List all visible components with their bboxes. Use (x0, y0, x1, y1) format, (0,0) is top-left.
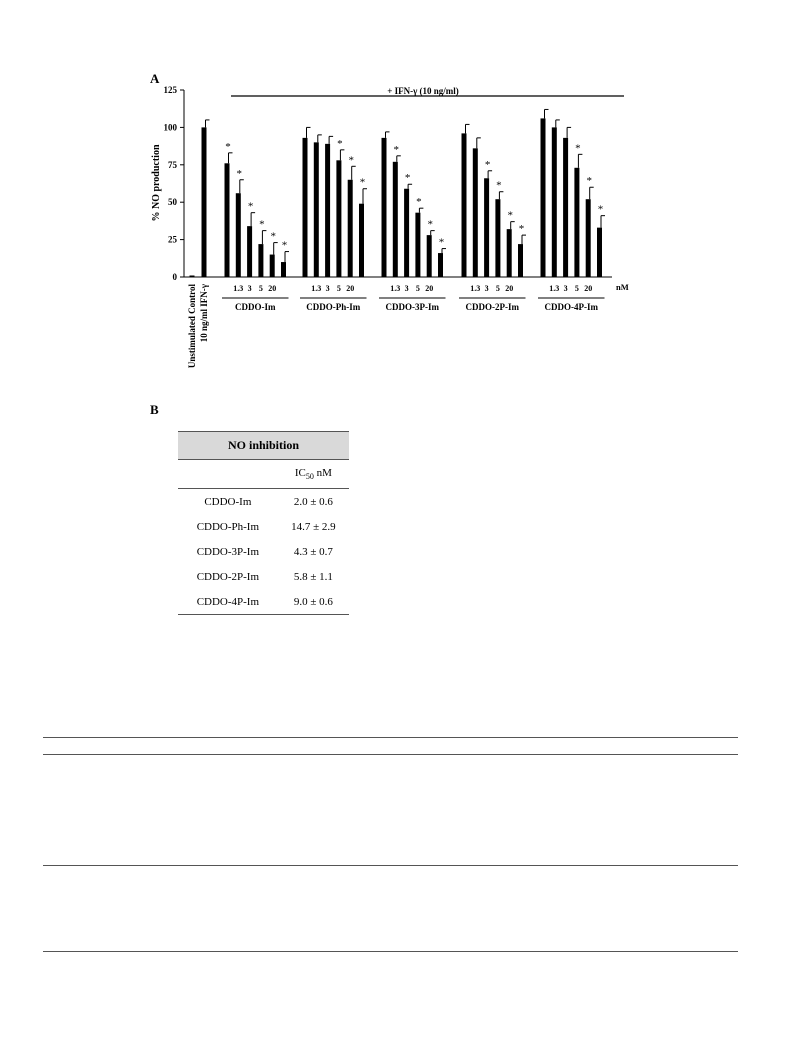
y-tick-label: 0 (172, 272, 177, 282)
table-row (178, 564, 349, 589)
bar (236, 193, 241, 277)
ic50-unit: nM (313, 466, 332, 479)
significance-marker: * (236, 167, 243, 180)
table-row (178, 514, 349, 539)
bar (552, 127, 557, 277)
y-tick-label: 100 (163, 122, 177, 133)
bar (258, 244, 263, 277)
significance-marker: * (404, 172, 411, 185)
table-header-ic50 (278, 460, 349, 489)
bar (518, 244, 523, 277)
dose-label: 20 (584, 284, 593, 293)
bar (336, 160, 341, 277)
bar (225, 163, 230, 277)
table-cell-ic50: 4.3 ± 0.7 (293, 545, 333, 558)
significance-marker: * (586, 175, 592, 188)
unit-label: nM (616, 282, 629, 292)
significance-marker: * (597, 203, 604, 216)
ic50-main: IC (294, 466, 306, 479)
group-label: CDDO-2P-Im (465, 302, 519, 312)
group-label: CDDO-3P-Im (385, 302, 439, 312)
table-header-compound (178, 460, 278, 489)
bar (314, 142, 319, 277)
dose-label: 5 (495, 284, 500, 293)
divider-line (43, 737, 738, 738)
dose-label: 1.3 (470, 284, 481, 293)
significance-marker: * (337, 137, 343, 150)
group-label: CDDO-Ph-Im (306, 302, 361, 312)
bar (495, 199, 500, 277)
bar (348, 180, 353, 277)
bar (303, 138, 308, 277)
group-label: CDDO-4P-Im (544, 302, 598, 312)
significance-marker: * (281, 239, 288, 252)
dose-label: 20 (346, 284, 355, 293)
dose-label: 3 (484, 284, 489, 293)
significance-marker: * (575, 142, 581, 155)
no-production-bar-chart (0, 0, 793, 400)
significance-marker: * (348, 154, 354, 167)
table-row (178, 589, 349, 615)
table-cell-compound: CDDO-3P-Im (196, 545, 260, 558)
bar (270, 255, 275, 277)
bar (597, 228, 602, 277)
table-cell-compound: CDDO-Ph-Im (196, 520, 260, 533)
bar (574, 168, 579, 277)
bar (507, 229, 512, 277)
control-label: 10 ng/ml IFN-γ (199, 284, 209, 343)
table-cell-ic50: 2.0 ± 0.6 (293, 495, 333, 508)
y-axis-title: % NO production (151, 144, 162, 222)
y-tick-label: 125 (163, 85, 177, 95)
table-title: NO inhibition (178, 432, 349, 460)
significance-marker: * (259, 218, 265, 231)
significance-marker: * (359, 176, 366, 189)
control-label: Unstimulated Control (187, 284, 197, 369)
dose-label: 1.3 (390, 284, 401, 293)
table-cell-ic50: 5.8 ± 1.1 (293, 570, 333, 583)
treatment-label: + IFN-γ (10 ng/ml) (387, 86, 459, 96)
significance-marker: * (393, 143, 400, 156)
table-cell-ic50: 14.7 ± 2.9 (291, 520, 336, 533)
bar (404, 189, 409, 277)
dose-label: 20 (425, 284, 434, 293)
panel-a-label: A (150, 71, 160, 86)
significance-marker: * (427, 218, 433, 231)
bar (563, 138, 568, 277)
bar (473, 148, 478, 277)
dose-label: 20 (268, 284, 277, 293)
y-tick-label: 75 (168, 159, 177, 170)
group-label: CDDO-Im (235, 302, 276, 312)
panel-b-label: B (150, 402, 159, 417)
significance-marker: * (438, 236, 445, 249)
dose-label: 3 (247, 284, 252, 293)
y-tick-label: 50 (168, 197, 177, 208)
bar (462, 133, 467, 277)
table-cell-ic50: 9.0 ± 0.6 (278, 589, 349, 615)
significance-marker: * (416, 196, 422, 209)
bar (190, 276, 195, 277)
table-row (178, 539, 349, 564)
dose-label: 3 (325, 284, 330, 293)
bar (202, 127, 207, 277)
bar (586, 199, 591, 277)
divider-line (43, 754, 738, 755)
dose-label: 3 (563, 284, 568, 293)
significance-marker: * (496, 179, 502, 192)
bar (325, 144, 330, 277)
dose-label: 5 (415, 284, 420, 293)
dose-label: 1.3 (549, 284, 560, 293)
dose-label: 5 (336, 284, 341, 293)
table-cell-compound: CDDO-4P-Im (178, 589, 278, 615)
bar (438, 253, 443, 277)
bar (427, 235, 432, 277)
bar (484, 178, 489, 277)
dose-label: 3 (404, 284, 409, 293)
ic50-subscript: 50 (305, 472, 314, 482)
divider-line (43, 865, 738, 866)
bar (541, 118, 546, 277)
dose-label: 5 (574, 284, 579, 293)
bar (281, 262, 286, 277)
significance-marker: * (270, 230, 276, 243)
bar (393, 162, 398, 277)
significance-marker: * (247, 200, 254, 213)
y-tick-label: 25 (168, 234, 177, 245)
dose-label: 20 (505, 284, 514, 293)
table-cell-compound: CDDO-Im (204, 495, 252, 508)
dose-label: 1.3 (311, 284, 322, 293)
significance-marker: * (507, 209, 513, 222)
dose-label: 5 (258, 284, 263, 293)
bar (359, 204, 364, 277)
bar (247, 226, 252, 277)
bar (415, 213, 420, 277)
significance-marker: * (518, 223, 525, 236)
table-row (178, 489, 349, 515)
ic50-table (178, 431, 349, 615)
table-cell-compound: CDDO-2P-Im (196, 570, 260, 583)
dose-label: 1.3 (233, 284, 244, 293)
significance-marker: * (225, 140, 231, 153)
significance-marker: * (484, 158, 491, 171)
bar (382, 138, 387, 277)
divider-line (43, 951, 738, 952)
